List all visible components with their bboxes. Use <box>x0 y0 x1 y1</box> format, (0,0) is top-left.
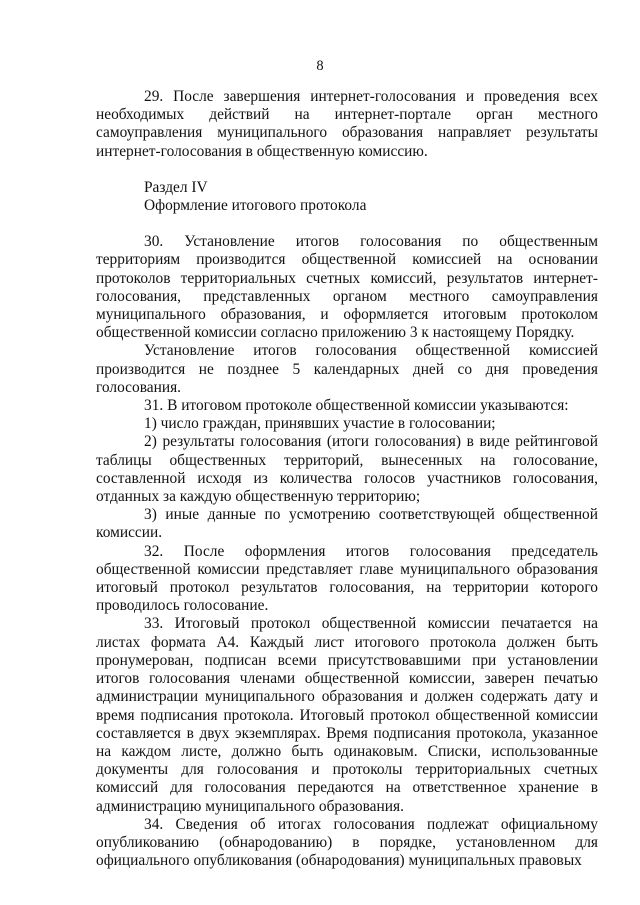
paragraph-31-item-1: 1) число граждан, принявших участие в голосовании; <box>144 415 496 433</box>
paragraph-32: 32. После оформления итогов голосования председатель общественной комиссии представляет главе муниципального образования итоговый протокол результатов голосования, на территории которого проводилось голосование. <box>96 542 598 615</box>
page-number: 8 <box>316 58 324 74</box>
document-body <box>96 88 598 870</box>
paragraph-34: 34. Сведения об итогах голосования подлежат официальному опубликованию (обнародованию) в порядке, установленном для официального опубликования (обнародования) муниципальных правовых <box>96 815 598 870</box>
paragraph-30-continued: Установление итогов голосования общественной комиссией производится не позднее 5 календарных дней со дня проведения голосования. <box>96 342 598 396</box>
paragraph-31-item-2: 2) результаты голосования (итоги голосования) в виде рейтинговой таблицы общественных территорий, вынесенных на голосование, составленной исходя из количества голосов участников голосования, отданных за каждую общественную территорию; <box>96 433 598 506</box>
paragraph-29: 29. После завершения интернет-голосования и проведения всех необходимых действий на интернет-портале орган местного самоуправления муниципального образования направляет результаты интернет-голосования в общественную комиссию. <box>96 88 598 160</box>
section-subtitle: Оформление итогового протокола <box>144 197 367 215</box>
paragraph-33: 33. Итоговый протокол общественной комиссии печатается на листах формата А4. Каждый лист итогового протокола должен быть пронумерован, подписан всеми присутствовавшими при установлении итогов голосования членами общественной комиссии, заверен печатью администрации муниципального образования и должен содержать дату и время подписания протокола. Итоговый протокол общественной комиссии составляется в двух экземплярах. Время подписания протокола, указанное на каждом листе, должно быть одинаковым. Списки, использованные документы для голосования и протоколы территориальных счетных комиссий для голосования передаются на ответственное хранение в администрацию муниципального образования. <box>96 615 598 815</box>
paragraph-30: 30. Установление итогов голосования по общественным территориям производится общественной комиссией на основании протоколов территориальных счетных комиссий, результатов интернет-голосования, представленных органом местного самоуправления муниципального образования, и оформляется итоговым протоколом общественной комиссии согласно приложению 3 к настоящему Порядку. <box>96 233 598 342</box>
section-title: Раздел IV <box>144 178 208 196</box>
paragraph-31-item-3: 3) иные данные по усмотрению соответствующей общественной комиссии. <box>96 506 598 542</box>
paragraph-31: 31. В итоговом протоколе общественной комиссии указываются: <box>144 397 569 415</box>
